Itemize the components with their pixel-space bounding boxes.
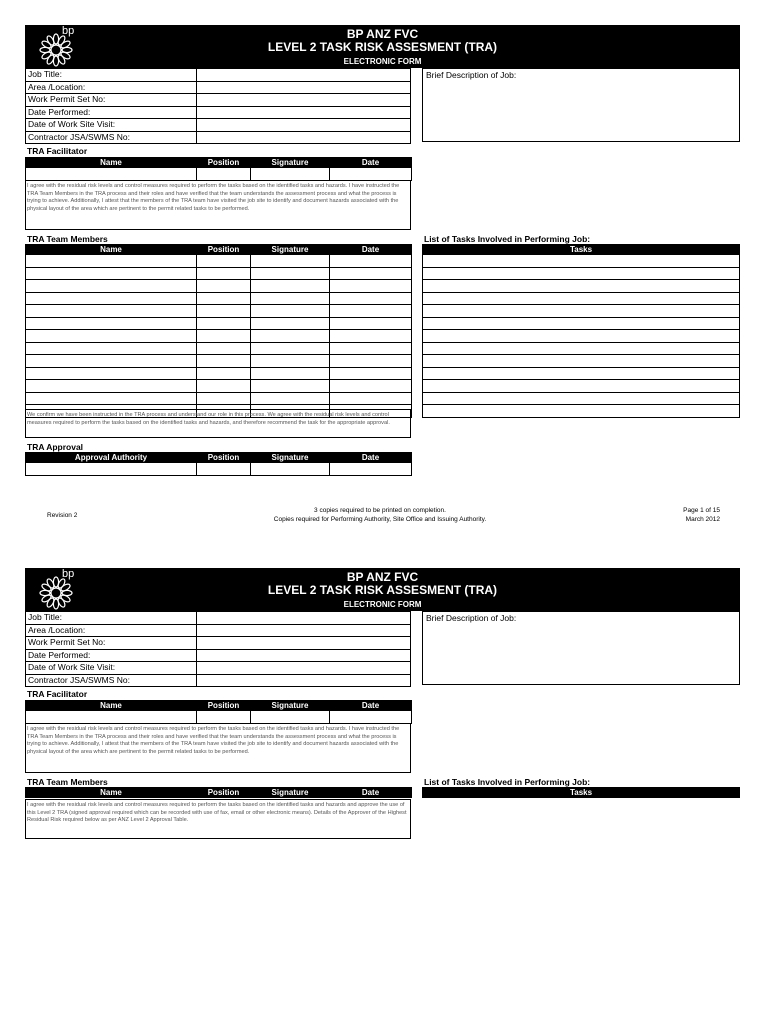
team-name-cell[interactable]	[26, 292, 197, 305]
page-date: March 2012	[685, 515, 720, 523]
contractor-label: Contractor JSA/SWMS No:	[26, 131, 197, 144]
work-permit-label: Work Permit Set No:	[26, 637, 197, 650]
date-performed-field[interactable]	[197, 106, 411, 119]
copies-note-line-2: Copies required for Performing Authority, Site Office and Issuing Authority.	[273, 515, 487, 523]
col-header-position: Position	[197, 788, 251, 798]
team-position-cell[interactable]	[197, 342, 251, 355]
contractor-label: Contractor JSA/SWMS No:	[26, 674, 197, 687]
team-signature-cell[interactable]	[251, 317, 330, 330]
task-cell[interactable]	[423, 405, 740, 418]
team-signature-cell[interactable]	[251, 280, 330, 293]
col-header-signature: Signature	[251, 158, 330, 168]
approval-table	[25, 452, 412, 476]
team-position-cell[interactable]	[197, 330, 251, 343]
col-header-position: Position	[197, 453, 251, 463]
team-members-table	[25, 244, 412, 418]
brand-wordmark: bp	[62, 25, 75, 37]
task-cell[interactable]	[423, 267, 740, 280]
team-signature-cell[interactable]	[251, 330, 330, 343]
team-name-cell[interactable]	[26, 342, 197, 355]
page-info	[640, 507, 720, 524]
facilitator-statement: I agree with the residual risk levels and control measures required to perform the tasks based on the identified tasks and hazards. I have instructed the TRA Team Members in the TRA process and their roles and have verified that the team understands the assessment process and what the process is trying to achieve. Additionally, I attest that the members of the TRA team have visited the job site to identify and document hazards associated with the physical layout of the area which are pertinent to the permit related tasks to be performed.	[25, 723, 411, 773]
task-cell[interactable]	[423, 342, 740, 355]
team-name-cell[interactable]	[26, 380, 197, 393]
task-cell[interactable]	[423, 330, 740, 343]
date-performed-label: Date Performed:	[26, 106, 197, 119]
team-name-cell[interactable]	[26, 330, 197, 343]
job-title-label: Job Title:	[26, 69, 197, 82]
team-name-cell[interactable]	[26, 255, 197, 268]
col-header-signature: Signature	[251, 701, 330, 711]
team-date-cell[interactable]	[330, 280, 412, 293]
col-header-position: Position	[197, 245, 251, 255]
team-date-cell[interactable]	[330, 317, 412, 330]
col-header-position: Position	[197, 701, 251, 711]
col-header-approval-authority: Approval Authority	[26, 453, 197, 463]
task-cell[interactable]	[423, 292, 740, 305]
facilitator-title: TRA Facilitator	[27, 689, 88, 699]
facilitator-position-cell[interactable]	[197, 711, 251, 724]
approval-date-cell[interactable]	[330, 463, 412, 476]
col-header-name: Name	[26, 245, 197, 255]
tasks-title: List of Tasks Involved in Performing Job:	[424, 234, 591, 244]
job-details-table	[25, 611, 411, 687]
team-name-cell[interactable]	[26, 355, 197, 368]
copies-note-line-1: 3 copies required to be printed on completion.	[314, 507, 446, 514]
team-date-cell[interactable]	[330, 355, 412, 368]
work-permit-field[interactable]	[197, 94, 411, 107]
facilitator-position-cell[interactable]	[197, 168, 251, 181]
approver-statement: I agree with the residual risk levels and control measures required to perform the tasks based on the identified tasks and hazards and approve the use of this Level 2 TRA (signed approval required which can be recorded with use of fax, email or other electronic means). Details of the Approver of the Highest Residual Risk required below as per ANZ Level 2 Approval Table.	[25, 799, 411, 839]
facilitator-title: TRA Facilitator	[27, 146, 88, 156]
area-field[interactable]	[197, 81, 411, 94]
col-header-tasks: Tasks	[423, 788, 740, 798]
team-name-cell[interactable]	[26, 317, 197, 330]
col-header-signature: Signature	[251, 788, 330, 798]
team-name-cell[interactable]	[26, 367, 197, 380]
banner-subtitle: ELECTRONIC FORM	[343, 600, 422, 609]
facilitator-date-cell[interactable]	[330, 168, 412, 181]
tasks-table	[422, 787, 740, 798]
team-signature-cell[interactable]	[251, 392, 330, 405]
team-signature-cell[interactable]	[251, 255, 330, 268]
contractor-field[interactable]	[197, 131, 411, 144]
col-header-signature: Signature	[251, 245, 330, 255]
task-cell[interactable]	[423, 255, 740, 268]
team-name-cell[interactable]	[26, 280, 197, 293]
team-date-cell[interactable]	[330, 342, 412, 355]
facilitator-name-cell[interactable]	[26, 711, 197, 724]
col-header-position: Position	[197, 158, 251, 168]
task-cell[interactable]	[423, 280, 740, 293]
team-position-cell[interactable]	[197, 255, 251, 268]
brief-description-label: Brief Description of Job:	[426, 613, 517, 623]
page-number: Page 1 of 15	[683, 507, 720, 514]
contractor-field[interactable]	[197, 674, 411, 687]
team-title: TRA Team Members	[27, 777, 108, 787]
team-position-cell[interactable]	[197, 392, 251, 405]
team-date-cell[interactable]	[330, 330, 412, 343]
team-title: TRA Team Members	[27, 234, 108, 244]
team-signature-cell[interactable]	[251, 367, 330, 380]
team-members-table	[25, 787, 412, 798]
banner-title-2: LEVEL 2 TASK RISK ASSESMENT (TRA)	[267, 40, 498, 54]
team-date-cell[interactable]	[330, 392, 412, 405]
team-date-cell[interactable]	[330, 305, 412, 318]
facilitator-name-cell[interactable]	[26, 168, 197, 181]
team-name-cell[interactable]	[26, 305, 197, 318]
col-header-date: Date	[330, 245, 412, 255]
area-label: Area /Location:	[26, 81, 197, 94]
facilitator-date-cell[interactable]	[330, 711, 412, 724]
site-visit-field[interactable]	[197, 119, 411, 132]
col-header-date: Date	[330, 701, 412, 711]
header-banner	[25, 25, 740, 68]
col-header-name: Name	[26, 788, 197, 798]
task-cell[interactable]	[423, 392, 740, 405]
facilitator-signature-cell[interactable]	[251, 168, 330, 181]
col-header-date: Date	[330, 453, 412, 463]
team-date-cell[interactable]	[330, 292, 412, 305]
site-visit-label: Date of Work Site Visit:	[26, 662, 197, 675]
copies-note	[230, 507, 530, 524]
revision-label: Revision 2	[47, 512, 78, 519]
team-signature-cell[interactable]	[251, 292, 330, 305]
banner-title-1: BP ANZ FVC	[346, 27, 419, 41]
tasks-table	[422, 244, 740, 418]
approval-authority-cell[interactable]	[26, 463, 197, 476]
team-signature-cell[interactable]	[251, 380, 330, 393]
team-signature-cell[interactable]	[251, 355, 330, 368]
banner-subtitle: ELECTRONIC FORM	[343, 57, 422, 66]
col-header-signature: Signature	[251, 453, 330, 463]
team-date-cell[interactable]	[330, 367, 412, 380]
team-position-cell[interactable]	[197, 380, 251, 393]
team-date-cell[interactable]	[330, 380, 412, 393]
work-permit-field[interactable]	[197, 637, 411, 650]
team-statement: We confirm we have been instructed in the TRA process and understand our role in this process. We agree with the residual risk levels and control measures required to perform the tasks based on the identified tasks and hazards, and therefore recommend the task for the appropriate approval.	[25, 409, 411, 438]
banner-title-1: BP ANZ FVC	[346, 570, 419, 584]
site-visit-label: Date of Work Site Visit:	[26, 119, 197, 132]
task-cell[interactable]	[423, 367, 740, 380]
team-date-cell[interactable]	[330, 255, 412, 268]
team-name-cell[interactable]	[26, 267, 197, 280]
team-name-cell[interactable]	[26, 392, 197, 405]
team-position-cell[interactable]	[197, 292, 251, 305]
approval-title: TRA Approval	[27, 442, 84, 452]
col-header-name: Name	[26, 158, 197, 168]
job-title-field[interactable]	[197, 612, 411, 625]
team-signature-cell[interactable]	[251, 267, 330, 280]
work-permit-label: Work Permit Set No:	[26, 94, 197, 107]
col-header-date: Date	[330, 158, 412, 168]
col-header-name: Name	[26, 701, 197, 711]
brand-wordmark: bp	[62, 568, 75, 580]
team-position-cell[interactable]	[197, 367, 251, 380]
date-performed-label: Date Performed:	[26, 649, 197, 662]
team-date-cell[interactable]	[330, 267, 412, 280]
brief-description-box[interactable]	[422, 68, 740, 142]
facilitator-table	[25, 157, 412, 181]
task-cell[interactable]	[423, 355, 740, 368]
team-position-cell[interactable]	[197, 267, 251, 280]
brief-description-box[interactable]	[422, 611, 740, 685]
job-title-label: Job Title:	[26, 612, 197, 625]
approval-signature-cell[interactable]	[251, 463, 330, 476]
facilitator-statement: I agree with the residual risk levels and control measures required to perform the tasks based on the identified tasks and hazards. I have instructed the TRA Team Members in the TRA process and their roles and have verified that the team understands the assessment process and what the process is trying to achieve. Additionally, I attest that the members of the TRA team have visited the job site to identify and document hazards associated with the physical layout of the area which are pertinent to the permit related tasks to be performed.	[25, 180, 411, 230]
facilitator-signature-cell[interactable]	[251, 711, 330, 724]
team-position-cell[interactable]	[197, 305, 251, 318]
col-header-date: Date	[330, 788, 412, 798]
header-banner	[25, 568, 740, 611]
task-cell[interactable]	[423, 380, 740, 393]
team-position-cell[interactable]	[197, 317, 251, 330]
job-details-table	[25, 68, 411, 144]
team-signature-cell[interactable]	[251, 342, 330, 355]
team-position-cell[interactable]	[197, 280, 251, 293]
task-cell[interactable]	[423, 305, 740, 318]
area-field[interactable]	[197, 624, 411, 637]
approval-position-cell[interactable]	[197, 463, 251, 476]
banner-title-2: LEVEL 2 TASK RISK ASSESMENT (TRA)	[267, 583, 498, 597]
facilitator-table	[25, 700, 412, 724]
site-visit-field[interactable]	[197, 662, 411, 675]
area-label: Area /Location:	[26, 624, 197, 637]
job-title-field[interactable]	[197, 69, 411, 82]
team-signature-cell[interactable]	[251, 305, 330, 318]
col-header-tasks: Tasks	[423, 245, 740, 255]
task-cell[interactable]	[423, 317, 740, 330]
team-position-cell[interactable]	[197, 355, 251, 368]
tasks-title: List of Tasks Involved in Performing Job:	[424, 777, 591, 787]
brief-description-label: Brief Description of Job:	[426, 70, 517, 80]
date-performed-field[interactable]	[197, 649, 411, 662]
